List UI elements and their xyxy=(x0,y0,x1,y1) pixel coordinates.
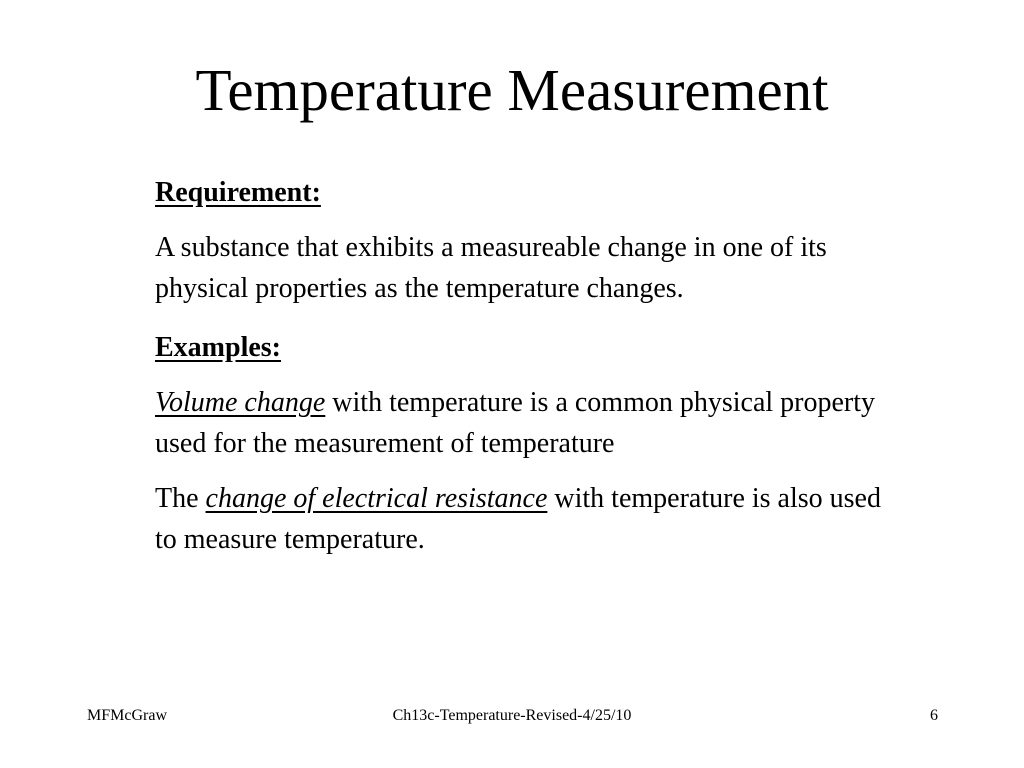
example-volume-change xyxy=(155,382,895,464)
example2-prefix: The xyxy=(155,483,206,514)
example1-text: with temperature is a common physical property used for the measurement of temperature xyxy=(155,387,876,459)
examples-heading: Examples: xyxy=(155,332,281,363)
footer-document-title: Ch13c-Temperature-Revised-4/25/10 xyxy=(392,707,632,724)
footer-page-number: 6 xyxy=(930,707,938,724)
electrical-resistance-emphasis: change of electrical resistance xyxy=(205,483,548,514)
requirement-heading: Requirement: xyxy=(155,177,321,208)
example-electrical-resistance xyxy=(155,478,895,560)
slide-body xyxy=(155,172,895,560)
example2-text: with temperature is also used to measure temperature. xyxy=(155,483,881,555)
slide-title: Temperature Measurement xyxy=(195,57,829,123)
footer-author: MFMcGraw xyxy=(87,707,167,724)
volume-change-emphasis: Volume change xyxy=(155,387,326,418)
requirement-text: A substance that exhibits a measureable change in one of its physical properties as the temperature changes. xyxy=(155,232,827,304)
